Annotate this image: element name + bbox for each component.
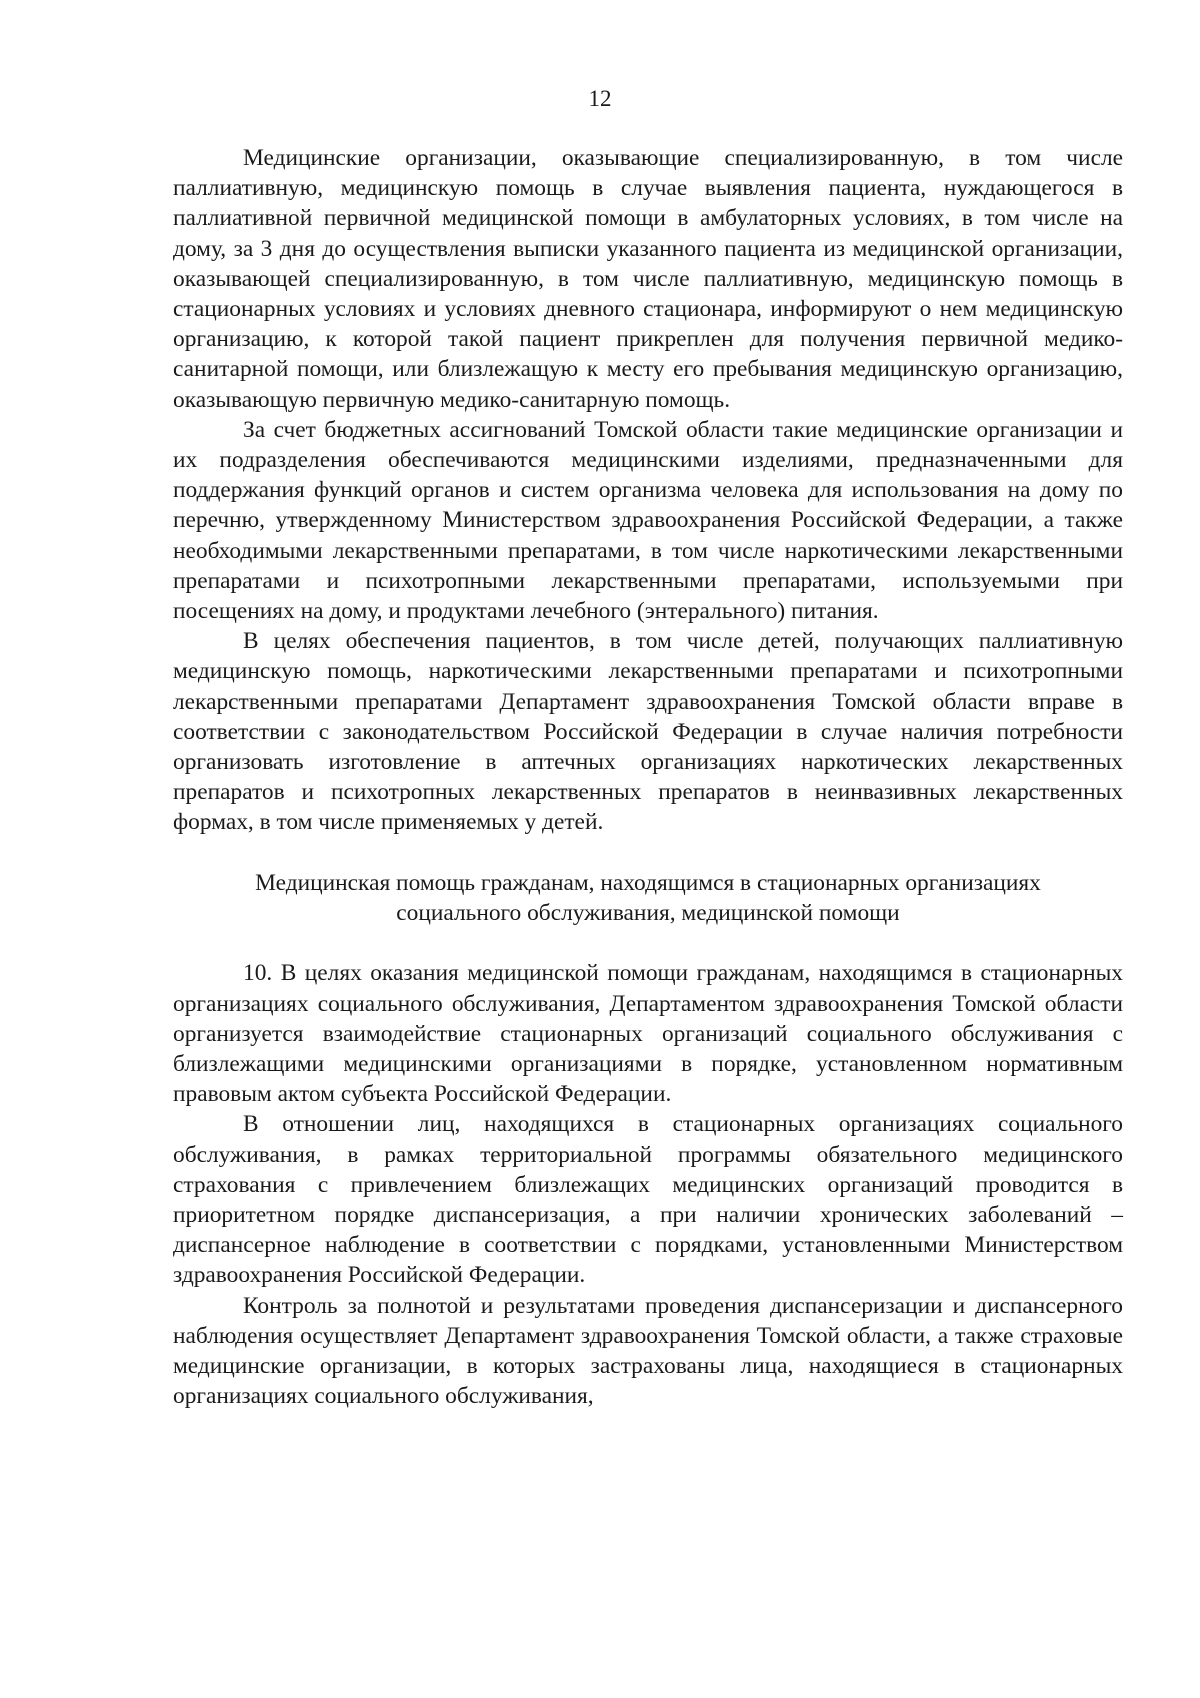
paragraph-dispensary-examination: В отношении лиц, находящихся в стационарных организациях социального обслуживания, в рамках территориальной программы обязательного медицинского страхования с привлечением близлежащих медицинских организаций проводится в приоритетном порядке диспансеризация, а при наличии хронических заболеваний – диспансерное наблюдение в соответствии с порядками, установленными Министерством здравоохранения Российской Федерации.: [173, 1111, 1123, 1289]
section-spacer: [173, 838, 1123, 868]
paragraph-narcotic-provision: В целях обеспечения пациентов, в том числе детей, получающих паллиативную медицинскую помощь, наркотическими лекарственными препаратами и психотропными лекарственными препаратами Департамент здравоохранения Томской области вправе в соответствии с законодательством Российской Федерации в случае наличия потребности организовать изготовление в аптечных организациях наркотических лекарственных препаратов и психотропных лекарственных препаратов в неинвазивных лекарственных формах, в том числе применяемых у детей.: [173, 628, 1123, 836]
paragraph-item-10: 10. В целях оказания медицинской помощи гражданам, находящимся в стационарных организациях социального обслуживания, Департаментом здравоохранения Томской области организуется взаимодействие стационарных организаций социального обслуживания с близлежащими медицинскими организациями в порядке, установленном нормативным правовым актом субъекта Российской Федерации.: [173, 960, 1123, 1108]
section-heading-line-2: социального обслуживания, медицинской помощи: [396, 900, 900, 927]
page-number: 12: [588, 86, 612, 111]
paragraph-palliative-discharge: Медицинские организации, оказывающие специализированную, в том числе паллиативную, медицинскую помощь в случае выявления пациента, нуждающегося в паллиативной первичной медицинской помощи в амбулаторных условиях, в том числе на дому, за 3 дня до осуществления выписки указанного пациента из медицинской организации, оказывающей специализированную, в том числе паллиативную, медицинскую помощь в стационарных условиях и условиях дневного стационара, информируют о нем медицинскую организацию, к которой такой пациент прикреплен для получения первичной медико-санитарной помощи, или близлежащую к месту его пребывания медицинскую организацию, оказывающую первичную медико-санитарную помощь.: [173, 145, 1123, 413]
section-heading-line-1: Медицинская помощь гражданам, находящимся в стационарных организациях: [255, 869, 1041, 896]
paragraph-budget-funding: За счет бюджетных ассигнований Томской области такие медицинские организации и их подразделения обеспечиваются медицинскими изделиями, предназначенными для поддержания функций органов и систем организма человека для использования на дому по перечню, утвержденному Министерством здравоохранения Российской Федерации, а также необходимыми лекарственными препаратами, в том числе наркотическими лекарственными препаратами и психотропными лекарственными препаратами, используемыми при посещениях на дому, и продуктами лечебного (энтерального) питания.: [173, 416, 1123, 625]
document-body: [173, 143, 1123, 1412]
paragraph-control: Контроль за полнотой и результатами проведения диспансеризации и диспансерного наблюдения осуществляет Департамент здравоохранения Томской области, а также страховые медицинские организации, в которых застрахованы лица, находящиеся в стационарных организациях социального обслуживания,: [173, 1292, 1123, 1410]
section-spacer: [173, 928, 1123, 958]
